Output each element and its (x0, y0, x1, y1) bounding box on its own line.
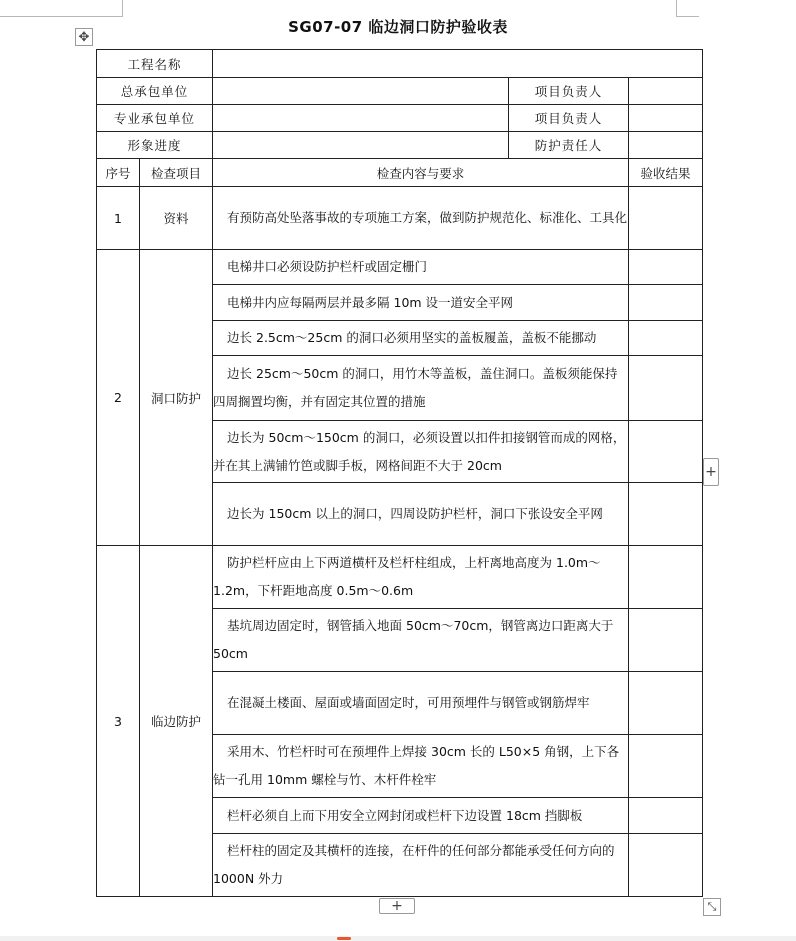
requirement-text: 电梯井内应每隔两层并最多隔 10m 设一道安全平网 (213, 285, 629, 321)
bottom-edge-bar (0, 936, 796, 941)
requirement-text: 边长 25cm～50cm 的洞口，用竹木等盖板，盖住洞口。盖板须能保持四周搁置均衡，并有固定其位置的措施 (213, 356, 629, 421)
general-contractor-field[interactable] (213, 78, 509, 105)
table-row (97, 187, 703, 250)
result-cell[interactable] (629, 321, 703, 356)
result-cell[interactable] (629, 798, 703, 834)
requirement-text: 边长为 50cm～150cm 的洞口，必须设置以扣件扣接钢管而成的网格，并在其上满铺竹笆或脚手板，网格间距不大于 20cm (213, 421, 629, 483)
result-cell[interactable] (629, 735, 703, 798)
requirement-text: 电梯井口必须设防护栏杆或固定栅门 (213, 250, 629, 285)
table-resize-handle-icon[interactable]: ⤡ (703, 898, 721, 916)
sub-contractor-field[interactable] (213, 105, 509, 132)
red-marker-icon (337, 937, 351, 940)
result-cell[interactable] (629, 250, 703, 285)
requirement-text: 栏杆柱的固定及其横杆的连接，在杆件的任何部分都能承受任何方向的 1000N 外力 (213, 834, 629, 897)
requirement-text: 采用木、竹栏杆时可在预埋件上焊接 30cm 长的 L50×5 角钢，上下各钻一孔用 10mm 螺栓与竹、木杆件栓牢 (213, 735, 629, 798)
progress-field[interactable] (213, 132, 509, 159)
result-cell[interactable] (629, 546, 703, 609)
group-item: 临边防护 (140, 546, 213, 897)
requirement-text: 有预防高处坠落事故的专项施工方案，做到防护规范化、标准化、工具化 (213, 187, 629, 250)
result-cell[interactable] (629, 187, 703, 250)
table-row (97, 250, 703, 285)
header-content: 检查内容与要求 (213, 159, 629, 187)
page-title: SG07-07 临边洞口防护验收表 (288, 18, 508, 36)
result-cell[interactable] (629, 483, 703, 546)
inspection-table (96, 49, 703, 897)
requirement-text: 在混凝土楼面、屋面或墙面固定时，可用预埋件与钢管或钢筋焊牢 (213, 672, 629, 735)
header-no: 序号 (97, 159, 140, 187)
table-move-handle-icon[interactable]: ✥ (75, 28, 93, 46)
project-manager2-label: 项目负责人 (509, 105, 629, 132)
project-manager-field[interactable] (629, 78, 703, 105)
header-item: 检查项目 (140, 159, 213, 187)
info-row-general-contractor (97, 78, 703, 105)
progress-label: 形象进度 (97, 132, 213, 159)
group-no: 3 (97, 546, 140, 897)
table-row (97, 546, 703, 609)
info-row-project-name (97, 50, 703, 78)
protection-leader-field[interactable] (629, 132, 703, 159)
header-result: 验收结果 (629, 159, 703, 187)
general-contractor-label: 总承包单位 (97, 78, 213, 105)
add-row-button[interactable]: + (379, 898, 415, 914)
result-cell[interactable] (629, 672, 703, 735)
info-row-sub-contractor (97, 105, 703, 132)
requirement-text: 边长为 150cm 以上的洞口，四周设防护栏杆，洞口下张设安全平网 (213, 483, 629, 546)
project-manager-label: 项目负责人 (509, 78, 629, 105)
result-cell[interactable] (629, 421, 703, 483)
group-no: 1 (97, 187, 140, 250)
protection-leader-label: 防护责任人 (509, 132, 629, 159)
add-column-button[interactable]: + (703, 458, 719, 486)
page-corner-mark-top-left (0, 0, 123, 17)
group-item: 洞口防护 (140, 250, 213, 546)
info-row-progress (97, 132, 703, 159)
result-cell[interactable] (629, 609, 703, 672)
project-name-label: 工程名称 (97, 50, 213, 78)
project-manager2-field[interactable] (629, 105, 703, 132)
requirement-text: 基坑周边固定时，钢管插入地面 50cm～70cm，钢管离边口距离大于 50cm (213, 609, 629, 672)
page-corner-mark-top-right (676, 0, 699, 17)
requirement-text: 防护栏杆应由上下两道横杆及栏杆柱组成，上杆离地高度为 1.0m～1.2m，下杆距地高度 0.5m～0.6m (213, 546, 629, 609)
project-name-field[interactable] (213, 50, 703, 78)
sub-contractor-label: 专业承包单位 (97, 105, 213, 132)
table-header-row (97, 159, 703, 187)
requirement-text: 栏杆必须自上而下用安全立网封闭或栏杆下边设置 18cm 挡脚板 (213, 798, 629, 834)
result-cell[interactable] (629, 356, 703, 421)
result-cell[interactable] (629, 285, 703, 321)
result-cell[interactable] (629, 834, 703, 897)
group-no: 2 (97, 250, 140, 546)
group-item: 资料 (140, 187, 213, 250)
requirement-text: 边长 2.5cm～25cm 的洞口必须用坚实的盖板履盖，盖板不能挪动 (213, 321, 629, 356)
